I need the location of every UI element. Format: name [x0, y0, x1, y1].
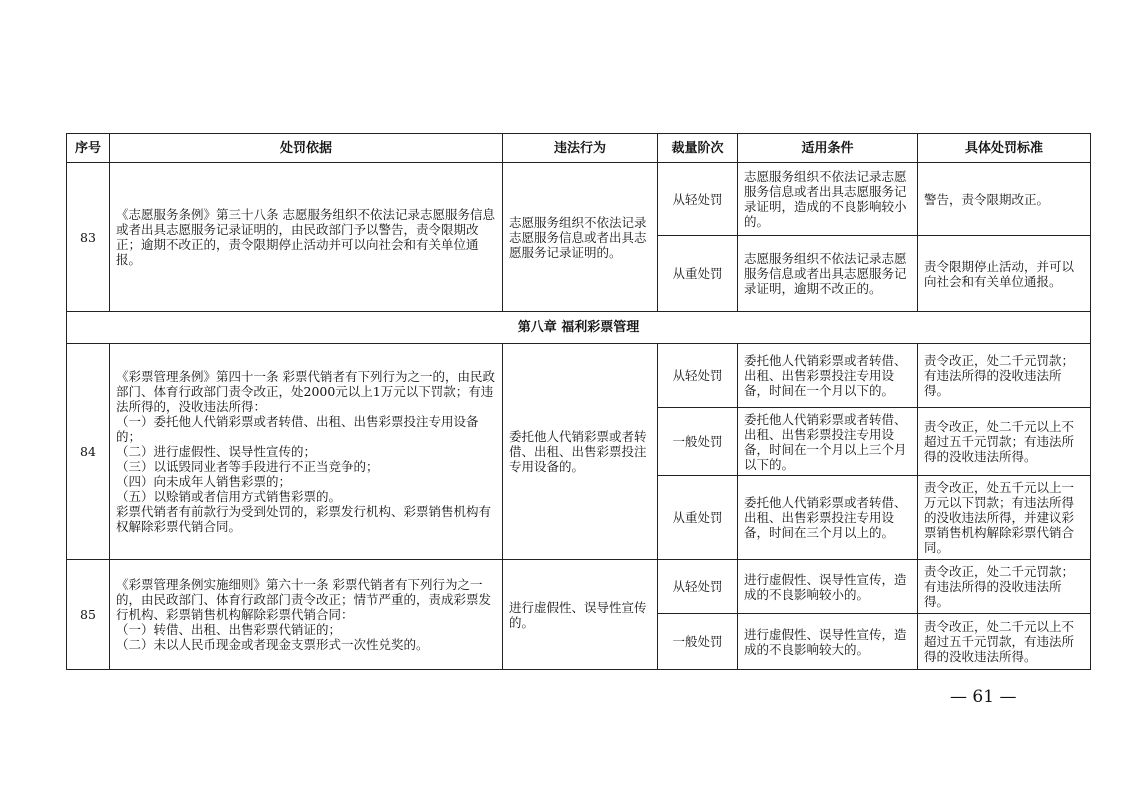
header-standard: 具体处罚标准 [918, 134, 1091, 163]
discretion-level: 从轻处罚 [658, 560, 738, 614]
applicable-condition: 进行虚假性、误导性宣传，造成的不良影响较小的。 [738, 560, 918, 614]
table-header-row [67, 134, 1091, 163]
page-number: — 61 — [950, 687, 1017, 707]
header-level: 裁量阶次 [658, 134, 738, 163]
table-row [67, 560, 1091, 614]
discretion-level: 从轻处罚 [658, 344, 738, 408]
penalty-standard: 责令改正，处二千元以上不超过五千元罚款，有违法所得的没收违法所得。 [918, 614, 1091, 670]
applicable-condition: 委托他人代销彩票或者转借、出租、出售彩票投注专用设备，时间在一个月以上三个月以下的。 [738, 408, 918, 476]
penalty-standard: 责令改正，处二千元罚款；有违法所得的没收违法所得。 [918, 560, 1091, 614]
penalty-basis: 《志愿服务条例》第三十八条 志愿服务组织不依法记录志愿服务信息或者出具志愿服务记录证明的，由民政部门予以警告，责令限期改正；逾期不改正的，责令限期停止活动并可以向社会和有关单位通报。 [110, 163, 503, 312]
penalty-standard: 警告，责令限期改正。 [918, 163, 1091, 236]
applicable-condition: 志愿服务组织不依法记录志愿服务信息或者出具志愿服务记录证明，造成的不良影响较小的。 [738, 163, 918, 236]
penalty-table [66, 133, 1091, 670]
header-number: 序号 [67, 134, 110, 163]
discretion-level: 从轻处罚 [658, 163, 738, 236]
penalty-standard: 责令限期停止活动，并可以向社会和有关单位通报。 [918, 236, 1091, 312]
penalty-basis: 《彩票管理条例实施细则》第六十一条 彩票代销者有下列行为之一的，由民政部门、体育行政部门责令改正；情节严重的，责成彩票发行机构、彩票销售机构解除彩票代销合同： （一）转借、出租、出售彩票代销证的； （二）未以人民币现金或者现金支票形式一次性兑奖的。 [110, 560, 503, 670]
penalty-standard: 责令改正，处五千元以上一万元以下罚款；有违法所得的没收违法所得，并建议彩票销售机构解除彩票代销合同。 [918, 476, 1091, 560]
discretion-level: 从重处罚 [658, 476, 738, 560]
header-condition: 适用条件 [738, 134, 918, 163]
applicable-condition: 委托他人代销彩票或者转借、出租、出售彩票投注专用设备，时间在一个月以下的。 [738, 344, 918, 408]
chapter-row [67, 312, 1091, 344]
discretion-level: 一般处罚 [658, 614, 738, 670]
applicable-condition: 志愿服务组织不依法记录志愿服务信息或者出具志愿服务记录证明，逾期不改正的。 [738, 236, 918, 312]
row-number: 85 [67, 560, 110, 670]
header-behavior: 违法行为 [503, 134, 658, 163]
penalty-basis: 《彩票管理条例》第四十一条 彩票代销者有下列行为之一的，由民政部门、体育行政部门责令改正，处2000元以上1万元以下罚款；有违法所得的，没收违法所得： （一）委托他人代销彩票或者转借、出租、出售彩票投注专用设备的； （二）进行虚假性、误导性宣传的； （三）以诋毁同业者等手段进行不正当竞争的； （四）向未成年人销售彩票的； （五）以赊销或者信用方式销售彩票的。 彩票代销者有前款行为受到处罚的，彩票发行机构、彩票销售机构有权解除彩票代销合同。 [110, 344, 503, 560]
table-row [67, 344, 1091, 408]
row-number: 84 [67, 344, 110, 560]
penalty-standard: 责令改正，处二千元以上不超过五千元罚款；有违法所得的没收违法所得。 [918, 408, 1091, 476]
discretion-level: 一般处罚 [658, 408, 738, 476]
applicable-condition: 进行虚假性、误导性宣传，造成的不良影响较大的。 [738, 614, 918, 670]
illegal-behavior: 委托他人代销彩票或者转借、出租、出售彩票投注专用设备的。 [503, 344, 658, 560]
applicable-condition: 委托他人代销彩票或者转借、出租、出售彩票投注专用设备，时间在三个月以上的。 [738, 476, 918, 560]
table-row [67, 163, 1091, 236]
discretion-level: 从重处罚 [658, 236, 738, 312]
penalty-standard: 责令改正，处二千元罚款；有违法所得的没收违法所得。 [918, 344, 1091, 408]
row-number: 83 [67, 163, 110, 312]
chapter-title: 第八章 福利彩票管理 [67, 312, 1091, 344]
illegal-behavior: 进行虚假性、误导性宣传的。 [503, 560, 658, 670]
illegal-behavior: 志愿服务组织不依法记录志愿服务信息或者出具志愿服务记录证明的。 [503, 163, 658, 312]
header-basis: 处罚依据 [110, 134, 503, 163]
